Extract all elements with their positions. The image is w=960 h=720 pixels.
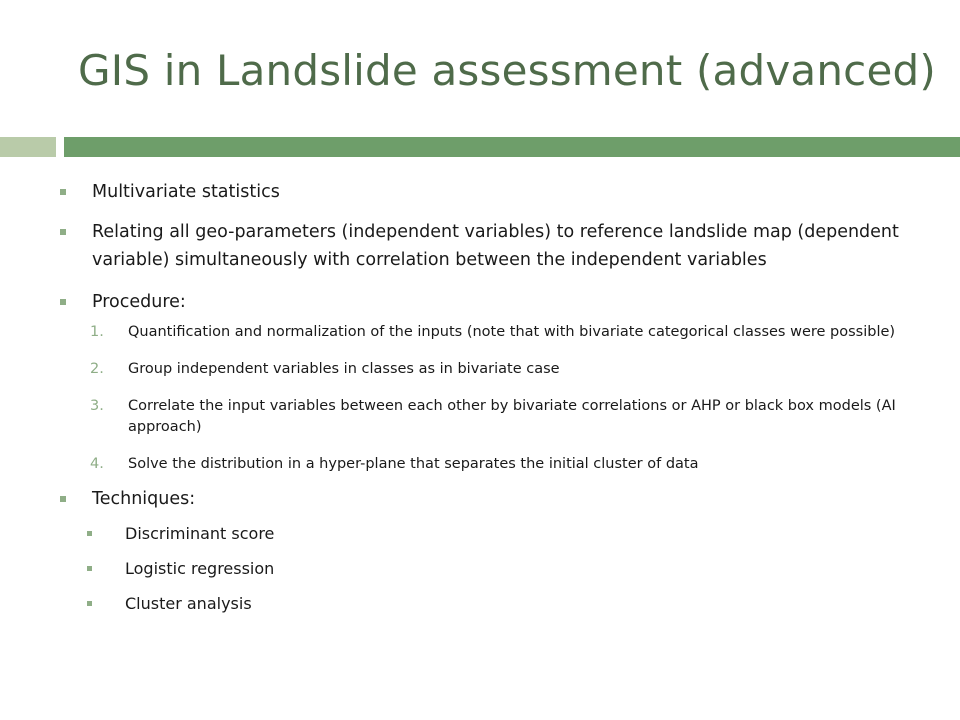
list-item: Cluster analysis — [60, 593, 920, 615]
title-divider-right — [64, 137, 960, 157]
square-bullet-icon — [60, 299, 66, 305]
bullet-relating: Relating all geo-parameters (independent variables) to reference landslide map (dependent variable) simultaneously with correlation between the independent variables — [60, 218, 920, 274]
bullet-multivariate: Multivariate statistics — [60, 178, 920, 206]
list-item: 3. Correlate the input variables between each other by bivariate correlations or AHP or black box models (AI approach) — [90, 398, 896, 435]
procedure-steps — [68, 322, 920, 475]
bullet-procedure: Procedure: — [60, 288, 920, 316]
square-bullet-icon — [60, 229, 66, 235]
list-item: 1. Quantification and normalization of the inputs (note that with bivariate categorical classes were possible) — [90, 324, 896, 340]
square-bullet-icon — [87, 531, 92, 536]
square-bullet-icon — [87, 601, 92, 606]
list-item: 2. Group independent variables in classes as in bivariate case — [90, 361, 560, 377]
list-item: 4. Solve the distribution in a hyper-plane that separates the initial cluster of data — [90, 456, 699, 472]
list-item: Logistic regression — [60, 558, 920, 580]
list-item: Discriminant score — [60, 523, 920, 545]
title-divider-left — [0, 137, 56, 157]
slide-title: GIS in Landslide assessment (advanced) — [78, 46, 936, 95]
square-bullet-icon — [87, 566, 92, 571]
square-bullet-icon — [60, 189, 66, 195]
bullet-techniques: Techniques: — [60, 485, 920, 513]
square-bullet-icon — [60, 496, 66, 502]
slide-content — [60, 178, 920, 615]
